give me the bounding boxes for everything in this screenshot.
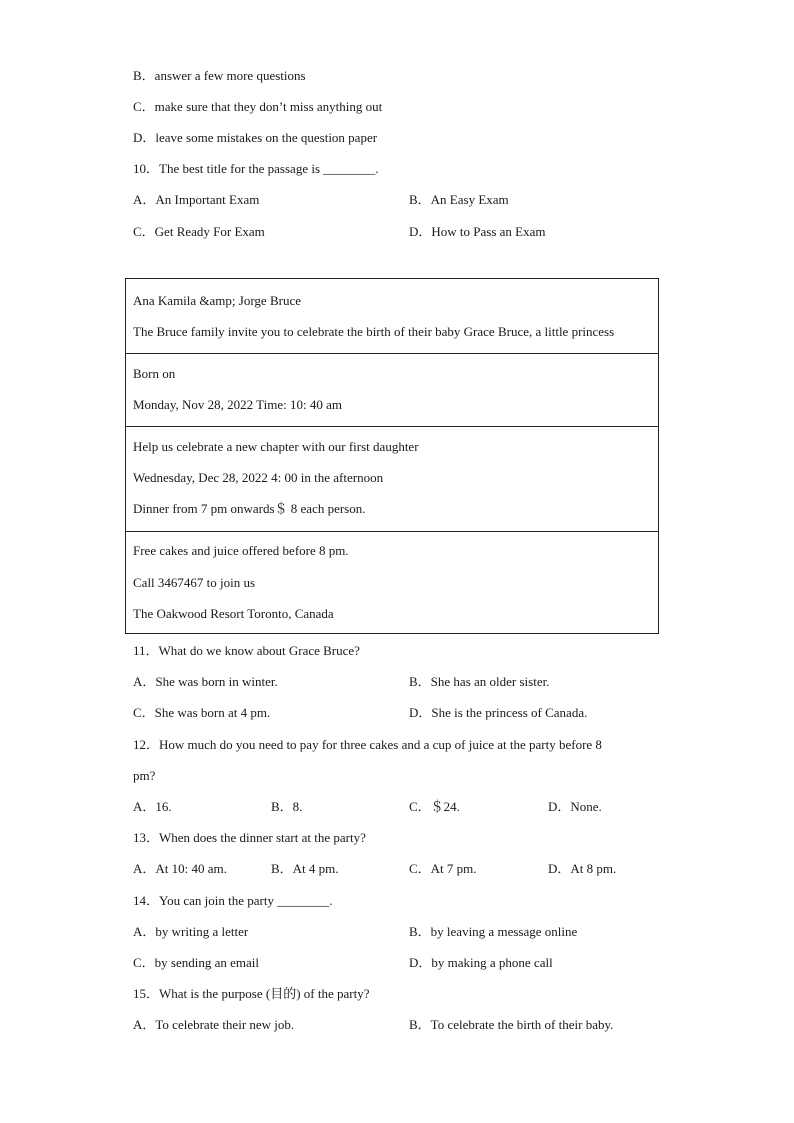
q10-stem: 10．The best title for the passage is ________. — [133, 161, 379, 176]
q14-stem: 14．You can join the party ________. — [133, 893, 333, 908]
invitation-invite-line: The Bruce family invite you to celebrate the birth of their baby Grace Bruce, a little princess — [133, 324, 615, 339]
q11-stem: 11．What do we know about Grace Bruce? — [133, 643, 360, 658]
invitation-born-date: Monday, Nov 28, 2022 Time: 10: 40 am — [133, 397, 342, 412]
q10-option-c: C．Get Ready For Exam — [133, 224, 265, 239]
invitation-call: Call 3467467 to join us — [133, 575, 256, 590]
q12-option-b: B．8. — [271, 799, 303, 814]
invitation-card — [125, 278, 659, 634]
q15-option-b: B．To celebrate the birth of their baby. — [409, 1017, 614, 1032]
invitation-names: Ana Kamila &amp; Jorge Bruce — [133, 293, 301, 308]
q13-option-a: A．At 10: 40 am. — [133, 861, 227, 876]
q12-option-c: C．＄24. — [409, 799, 460, 814]
q11-option-a: A．She was born in winter. — [133, 674, 278, 689]
q13-option-d: D．At 8 pm. — [548, 861, 617, 876]
q12-stem-line1: 12．How much do you need to pay for three cakes and a cup of juice at the party before 8 — [133, 737, 602, 752]
invitation-born-section — [126, 353, 658, 427]
q11-option-d: D．She is the princess of Canada. — [409, 705, 588, 720]
q13-option-c: C．At 7 pm. — [409, 861, 477, 876]
q10-option-b: B．An Easy Exam — [409, 192, 509, 207]
q15-option-a: A．To celebrate their new job. — [133, 1017, 295, 1032]
invitation-party-date: Wednesday, Dec 28, 2022 4: 00 in the afternoon — [133, 470, 384, 485]
q11-option-c: C．She was born at 4 pm. — [133, 705, 271, 720]
q14-option-b: B．by leaving a message online — [409, 924, 578, 939]
invitation-born-label: Born on — [133, 366, 176, 381]
invitation-contact-section — [126, 531, 658, 633]
q12-stem-line2: pm? — [133, 768, 156, 783]
invitation-dinner: Dinner from 7 pm onwards＄ 8 each person. — [133, 501, 366, 516]
q10-option-a: A．An Important Exam — [133, 192, 260, 207]
invitation-help-line: Help us celebrate a new chapter with our first daughter — [133, 439, 419, 454]
q9-option-d: D．leave some mistakes on the question paper — [133, 130, 378, 145]
q9-option-c: C．make sure that they don’t miss anything out — [133, 99, 383, 114]
q15-stem: 15．What is the purpose (目的) of the party? — [133, 986, 370, 1001]
invitation-free-food: Free cakes and juice offered before 8 pm. — [133, 543, 349, 558]
q12-option-a: A．16. — [133, 799, 172, 814]
q14-option-c: C．by sending an email — [133, 955, 260, 970]
invitation-venue: The Oakwood Resort Toronto, Canada — [133, 606, 334, 621]
q9-option-b: B．answer a few more questions — [133, 68, 306, 83]
q13-option-b: B．At 4 pm. — [271, 861, 339, 876]
q14-option-a: A．by writing a letter — [133, 924, 249, 939]
q13-stem: 13．When does the dinner start at the party? — [133, 830, 366, 845]
q12-option-d: D．None. — [548, 799, 602, 814]
invitation-header-section — [126, 279, 658, 354]
q11-option-b: B．She has an older sister. — [409, 674, 550, 689]
q10-option-d: D．How to Pass an Exam — [409, 224, 546, 239]
invitation-party-section — [126, 426, 658, 532]
q14-option-d: D．by making a phone call — [409, 955, 553, 970]
